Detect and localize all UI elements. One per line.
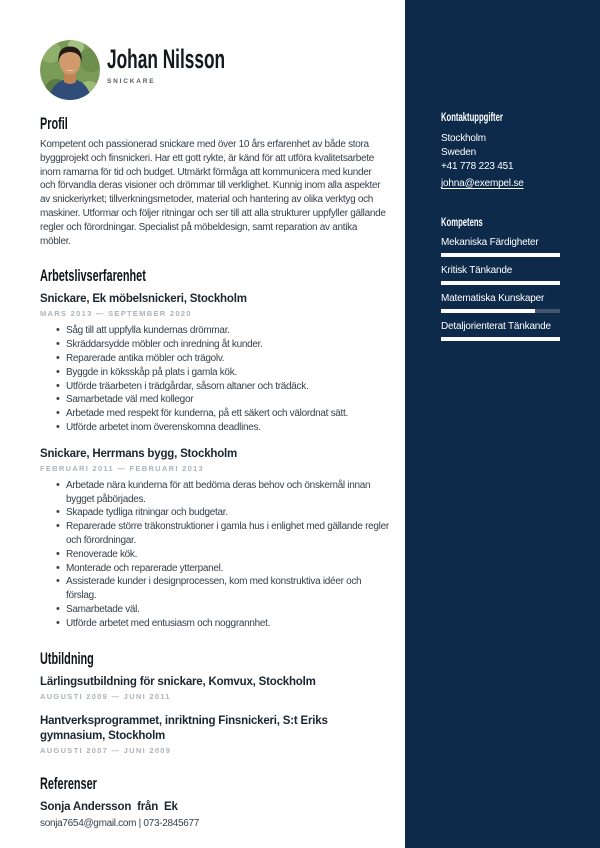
skill-list xyxy=(441,237,560,341)
reference-contact: sonja7654@gmail.com | 073-2845677 xyxy=(40,817,200,829)
reference-entry xyxy=(40,800,389,831)
references-heading: Referenser xyxy=(40,773,97,793)
job-title: Snickare, Herrmans bygg, Stockholm xyxy=(40,447,238,460)
job-bullet: • Assisterade kunder i designprocessen, kom med konstruktiva idéer och förslag. xyxy=(66,575,389,603)
skill-label: Kritisk Tänkande xyxy=(441,265,513,277)
job-bullet: • Arbetade med respekt för kunderna, på ett säkert och välordnat sätt. xyxy=(66,407,389,421)
sidebar xyxy=(405,0,600,848)
sidebar-contact-section xyxy=(441,110,560,191)
experience-heading: Arbetslivserfarenhet xyxy=(40,266,146,286)
job-dates: FEBRUARI 2011 — FEBRUARI 2013 xyxy=(40,463,204,473)
header-text xyxy=(107,40,292,85)
job-bullet-list xyxy=(40,324,389,434)
job-bullet-list xyxy=(40,479,389,631)
job-bullet: • Reparerade större träkonstruktioner i gamla hus i enlighet med gällande regler och förordningar. xyxy=(66,520,389,548)
skill-bar-fill xyxy=(441,253,560,257)
job-bullet: • Arbetade nära kunderna för att bedöma deras behov och önskemål innan bygget påbörjades. xyxy=(66,479,389,507)
skill-bar xyxy=(441,309,560,313)
section-experience xyxy=(40,265,389,630)
contact-heading: Kontaktuppgifter xyxy=(441,110,503,124)
section-references xyxy=(40,773,389,831)
job-bullet: • Skapade tydliga ritningar och budgetar. xyxy=(66,506,389,520)
job-bullet: • Reparerade antika möbler och trägolv. xyxy=(66,352,389,366)
profile-heading: Profil xyxy=(40,114,68,133)
avatar xyxy=(40,40,100,100)
skill-bar-fill xyxy=(441,281,560,285)
job-bullet: • Monterade och reparerade ytterpanel. xyxy=(66,562,389,576)
section-education xyxy=(40,648,389,756)
skill-bar-fill xyxy=(441,337,560,341)
skill-item xyxy=(441,321,560,341)
job-bullet: • Renoverade kök. xyxy=(66,548,389,562)
job-bullet: • Byggde in köksskåp på plats i gamla kök. xyxy=(66,366,389,380)
skill-label: Matematiska Kunskaper xyxy=(441,293,545,305)
job-list xyxy=(40,292,389,630)
job-bullet: • Utförde arbetet inom överenskomna deadlines. xyxy=(66,421,389,435)
skill-item xyxy=(441,237,560,257)
reference-name: Sonja Andersson från Ek xyxy=(40,800,178,813)
contact-line: +41 778 223 451 xyxy=(441,160,514,172)
skill-bar-fill xyxy=(441,309,535,313)
contact-lines xyxy=(441,132,560,173)
skill-item xyxy=(441,293,560,313)
education-dates: AUGUSTI 2007 — JUNI 2009 xyxy=(40,745,172,755)
person-job-title: SNICKARE xyxy=(107,78,156,85)
job-bullet: • Såg till att uppfylla kundernas drömmar. xyxy=(66,324,389,338)
job-dates: MARS 2013 — SEPTEMBER 2020 xyxy=(40,309,192,319)
skills-heading: Kompetens xyxy=(441,215,483,230)
job-title: Snickare, Ek möbelsnickeri, Stockholm xyxy=(40,293,247,306)
skill-label: Mekaniska Färdigheter xyxy=(441,237,539,249)
profile-text: Kompetent och passionerad snickare med över 10 års erfarenhet av både stora byggprojekt och finsnickeri. Har ett gott rykte, är känd för att utföra kvalitetsarbete inom ramarna för tid och budget. Utmärkt förmåga att kommunicera med kunder och förvandla deras visioner och drömmar till verklighet. Kunnig inom alla aspekter av snickeriyrket; tillverkningsmetoder, material och hantering av olika verktyg och maskiner. Utformar och följer ritningar och ser till att alla strukturer uppfyller gällande regler och förordningar. Specialist på möbeldesign, samt reparation av antika möbler. xyxy=(40,139,386,247)
job-bullet: • Utförde arbetet med entusiasm och noggrannhet. xyxy=(66,617,389,631)
education-entry xyxy=(40,714,389,756)
education-list xyxy=(40,675,389,756)
job-entry xyxy=(40,447,389,631)
education-entry xyxy=(40,675,389,702)
section-profile xyxy=(40,113,389,248)
job-bullet: • Skräddarsydde möbler och inredning åt kunder. xyxy=(66,338,389,352)
email-link[interactable]: johna@exempel.se xyxy=(441,178,524,190)
skill-bar xyxy=(441,253,560,257)
skill-bar xyxy=(441,337,560,341)
sidebar-skills-section xyxy=(441,215,560,341)
resume-header xyxy=(40,40,389,100)
job-bullet: • Utförde träarbeten i trädgårdar, såsom altaner och trädäck. xyxy=(66,380,389,394)
contact-line: Sweden xyxy=(441,146,476,158)
skill-item xyxy=(441,265,560,285)
education-heading: Utbildning xyxy=(40,648,94,668)
job-entry xyxy=(40,292,389,434)
education-title: Hantverksprogrammet, inriktning Finsnickeri, S:t Eriks gymnasium, Stockholm xyxy=(40,714,328,742)
skill-bar xyxy=(441,281,560,285)
reference-list xyxy=(40,800,389,831)
education-dates: AUGUSTI 2009 — JUNI 2011 xyxy=(40,691,171,701)
skill-label: Detaljorienterat Tänkande xyxy=(441,321,551,333)
avatar-photo-illustration xyxy=(40,40,100,100)
job-bullet: • Samarbetade väl med kollegor xyxy=(66,393,389,407)
person-name: Johan Nilsson xyxy=(107,44,226,74)
job-bullet: • Samarbetade väl. xyxy=(66,603,389,617)
education-title: Lärlingsutbildning för snickare, Komvux, Stockholm xyxy=(40,675,316,688)
contact-line: Stockholm xyxy=(441,133,486,144)
